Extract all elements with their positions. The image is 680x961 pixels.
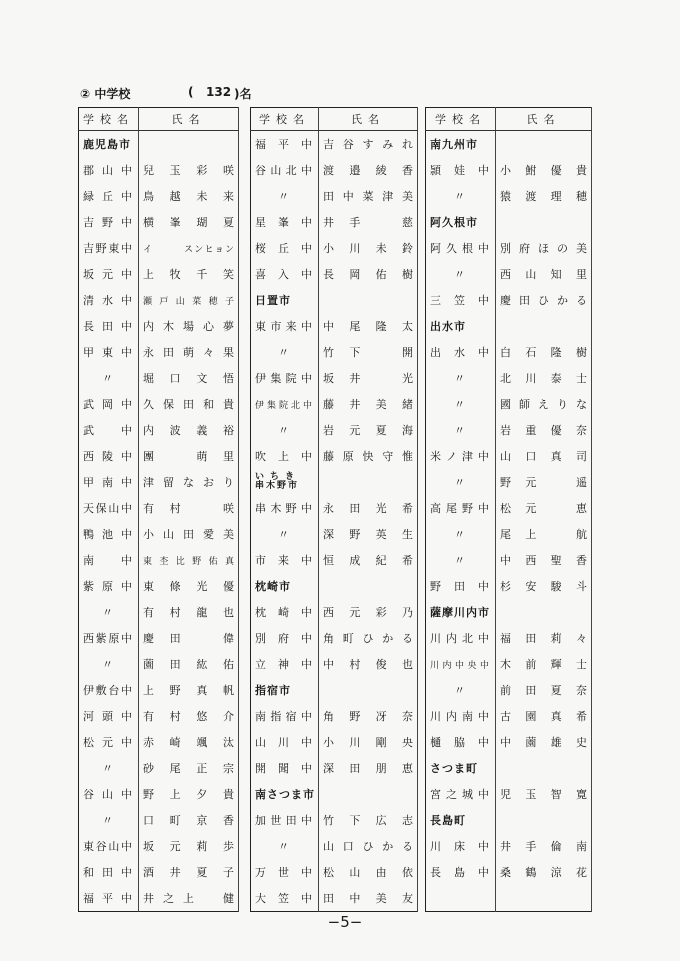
school-cell: 甲南中 <box>79 469 139 495</box>
table-row <box>79 807 239 833</box>
table-row <box>426 391 592 417</box>
name-cell: 藤井美緒 <box>319 391 418 417</box>
empty-cell <box>496 313 592 339</box>
table-row <box>79 599 239 625</box>
school-column-header: 学校名 <box>251 108 319 131</box>
table-row <box>251 183 418 209</box>
name-cell: 吉谷すみれ <box>319 131 418 158</box>
name-cell: 木前輝士 <box>496 651 592 677</box>
table-row <box>79 625 239 651</box>
table-row <box>79 287 239 313</box>
table-row <box>79 365 239 391</box>
table-row <box>251 131 418 158</box>
school-cell: 〃 <box>79 651 139 677</box>
table-row <box>79 313 239 339</box>
name-column-header: 氏名 <box>319 108 418 131</box>
count-open: ( <box>188 85 194 99</box>
name-cell: 東杢比野佑真 <box>139 547 239 573</box>
name-cell: 深田朋恵 <box>319 755 418 781</box>
school-cell: 枕崎中 <box>251 599 319 625</box>
school-cell: 山川中 <box>251 729 319 755</box>
name-cell: 坂元莉歩 <box>139 833 239 859</box>
name-cell: 上野真帆 <box>139 677 239 703</box>
name-cell: 角野冴奈 <box>319 703 418 729</box>
school-cell: 甲東中 <box>79 339 139 365</box>
school-cell: 郡山中 <box>79 157 139 183</box>
school-cell: 吉野東中 <box>79 235 139 261</box>
table-row <box>79 573 239 599</box>
name-cell: 恒成紀希 <box>319 547 418 573</box>
name-cell: 野元 遥 <box>496 469 592 495</box>
name-cell: 上牧千笑 <box>139 261 239 287</box>
table-row <box>251 651 418 677</box>
school-cell: 吹上中 <box>251 443 319 469</box>
school-cell <box>426 885 496 912</box>
school-cell: 吉野中 <box>79 209 139 235</box>
table-row <box>79 443 239 469</box>
school-cell: 東市来中 <box>251 313 319 339</box>
name-cell: 西元彩乃 <box>319 599 418 625</box>
school-cell: 大笠中 <box>251 885 319 912</box>
name-cell: 永田萌々果 <box>139 339 239 365</box>
name-cell: 鳥越未来 <box>139 183 239 209</box>
table-row <box>251 625 418 651</box>
city-row <box>426 209 592 235</box>
name-cell: 田中菜津美 <box>319 183 418 209</box>
table-row <box>426 339 592 365</box>
name-cell: 中尾隆太 <box>319 313 418 339</box>
name-cell: 尾上 航 <box>496 521 592 547</box>
school-cell: 伊敷台中 <box>79 677 139 703</box>
table-row <box>251 339 418 365</box>
school-cell: 出水中 <box>426 339 496 365</box>
name-cell: 酒井夏子 <box>139 859 239 885</box>
city-row <box>251 287 418 313</box>
name-cell: 有村悠介 <box>139 703 239 729</box>
school-cell: 〃 <box>251 183 319 209</box>
name-cell: 山口真司 <box>496 443 592 469</box>
school-cell: 市来中 <box>251 547 319 573</box>
school-cell: 〃 <box>426 417 496 443</box>
name-cell: 角町ひかる <box>319 625 418 651</box>
city-header: さつま町 <box>426 755 496 781</box>
school-cell: 開聞中 <box>251 755 319 781</box>
name-cell: 小鮒優貴 <box>496 157 592 183</box>
empty-cell <box>319 573 418 599</box>
name-cell: 東條光優 <box>139 573 239 599</box>
school-cell: 〃 <box>426 365 496 391</box>
name-cell: 坂井 光 <box>319 365 418 391</box>
name-cell: 有村 咲 <box>139 495 239 521</box>
table-row <box>79 417 239 443</box>
name-cell: 井手 慈 <box>319 209 418 235</box>
name-column-header: 氏名 <box>496 108 592 131</box>
name-cell: 井之上 健 <box>139 885 239 912</box>
name-cell: 前田夏奈 <box>496 677 592 703</box>
name-cell: 赤崎颯汰 <box>139 729 239 755</box>
table-row <box>251 885 418 912</box>
school-cell: 樋脇中 <box>426 729 496 755</box>
name-cell: 藤原快守惟 <box>319 443 418 469</box>
table-row <box>79 677 239 703</box>
school-cell: 坂元中 <box>79 261 139 287</box>
school-cell: 〃 <box>426 521 496 547</box>
name-cell: 内木場心夢 <box>139 313 239 339</box>
school-cell: 別府中 <box>251 625 319 651</box>
name-cell: 松山由依 <box>319 859 418 885</box>
name-cell: 口町京香 <box>139 807 239 833</box>
name-cell: 桑鶴涼花 <box>496 859 592 885</box>
table-row <box>79 781 239 807</box>
school-cell: 三笠中 <box>426 287 496 313</box>
name-cell: 内波義裕 <box>139 417 239 443</box>
city-header <box>251 469 319 495</box>
school-cell: 立神中 <box>251 651 319 677</box>
name-cell: 小山田愛美 <box>139 521 239 547</box>
school-cell: 長田中 <box>79 313 139 339</box>
school-cell: 川床中 <box>426 833 496 859</box>
table-row <box>426 287 592 313</box>
section-label: ② 中学校 <box>80 87 131 101</box>
school-cell: 〃 <box>426 261 496 287</box>
table-row <box>426 859 592 885</box>
table-row <box>426 547 592 573</box>
table-row <box>251 755 418 781</box>
city-row <box>251 469 418 495</box>
name-cell: 砂尾正宗 <box>139 755 239 781</box>
table-row <box>251 443 418 469</box>
city-row <box>426 807 592 833</box>
table-row <box>426 443 592 469</box>
school-cell: 〃 <box>426 183 496 209</box>
empty-cell <box>496 599 592 625</box>
table-row <box>79 703 239 729</box>
school-cell: 武岡中 <box>79 391 139 417</box>
name-cell: 杉安駿斗 <box>496 573 592 599</box>
school-cell: 鴨池中 <box>79 521 139 547</box>
name-cell: 堀口文悟 <box>139 365 239 391</box>
city-header: 出水市 <box>426 313 496 339</box>
name-column-header: 氏名 <box>139 108 239 131</box>
table-row <box>251 417 418 443</box>
table-row <box>79 547 239 573</box>
name-cell: 横峯瑚夏 <box>139 209 239 235</box>
school-cell: 南中 <box>79 547 139 573</box>
table-row <box>251 859 418 885</box>
roster-table-3 <box>425 107 592 912</box>
table-row <box>426 573 592 599</box>
student-count: 132 <box>206 85 232 99</box>
name-cell: 山口ひかる <box>319 833 418 859</box>
table-row <box>79 729 239 755</box>
roster-table-1 <box>78 107 239 912</box>
city-header: 長島町 <box>426 807 496 833</box>
school-cell: 伊集院中 <box>251 365 319 391</box>
table-row <box>251 547 418 573</box>
school-cell: 長島中 <box>426 859 496 885</box>
table-row <box>79 469 239 495</box>
school-cell: 〃 <box>79 365 139 391</box>
name-cell: 津留なおり <box>139 469 239 495</box>
table-row <box>79 261 239 287</box>
city-header: 枕崎市 <box>251 573 319 599</box>
school-cell: 川内北中 <box>426 625 496 651</box>
table-row <box>426 521 592 547</box>
table-row <box>426 651 592 677</box>
empty-cell <box>496 807 592 833</box>
name-cell: 児玉智寛 <box>496 781 592 807</box>
table-row <box>251 599 418 625</box>
name-cell: 竹下広志 <box>319 807 418 833</box>
school-cell: 宮之城中 <box>426 781 496 807</box>
name-cell: 薗田紘佑 <box>139 651 239 677</box>
school-cell: 万世中 <box>251 859 319 885</box>
name-cell: 深野英生 <box>319 521 418 547</box>
name-cell: 有村龍也 <box>139 599 239 625</box>
table-row <box>79 183 239 209</box>
table-row <box>426 677 592 703</box>
name-cell: 慶田ひかる <box>496 287 592 313</box>
school-cell: 阿久根中 <box>426 235 496 261</box>
table-row <box>79 157 239 183</box>
table-row <box>426 469 592 495</box>
table-row <box>426 417 592 443</box>
name-cell: 猿渡理穂 <box>496 183 592 209</box>
city-name: 串木野市 <box>255 481 300 491</box>
table-row <box>426 833 592 859</box>
empty-cell <box>496 131 592 158</box>
name-cell: 岩重優奈 <box>496 417 592 443</box>
name-cell: 北川泰士 <box>496 365 592 391</box>
city-header: 指宿市 <box>251 677 319 703</box>
empty-cell <box>319 469 418 495</box>
table-row <box>79 495 239 521</box>
empty-cell <box>319 677 418 703</box>
city-row <box>426 755 592 781</box>
name-cell: 慶田 偉 <box>139 625 239 651</box>
table-row <box>251 235 418 261</box>
school-cell: 福平中 <box>79 885 139 912</box>
school-cell: 和田中 <box>79 859 139 885</box>
city-row <box>426 599 592 625</box>
school-cell: 〃 <box>251 417 319 443</box>
city-ruby: いちき <box>255 472 301 482</box>
name-cell: 中村俊也 <box>319 651 418 677</box>
table-row <box>251 729 418 755</box>
name-cell: 白石隆樹 <box>496 339 592 365</box>
city-header: 阿久根市 <box>426 209 496 235</box>
table-row <box>426 729 592 755</box>
table-row <box>251 313 418 339</box>
school-cell: 西陵中 <box>79 443 139 469</box>
school-cell: 松元中 <box>79 729 139 755</box>
table-row <box>251 365 418 391</box>
table-row <box>251 261 418 287</box>
table-row <box>251 209 418 235</box>
name-cell: 竹下 開 <box>319 339 418 365</box>
name-cell: 中西聖香 <box>496 547 592 573</box>
school-cell: 川内中央中 <box>426 651 496 677</box>
school-cell: 南指宿中 <box>251 703 319 729</box>
table-row <box>251 807 418 833</box>
school-cell: 串木野中 <box>251 495 319 521</box>
empty-cell <box>496 209 592 235</box>
table-row <box>79 209 239 235</box>
table-row <box>79 833 239 859</box>
table-row <box>426 157 592 183</box>
table-row <box>251 157 418 183</box>
school-cell: 伊集院北中 <box>251 391 319 417</box>
empty-cell <box>319 781 418 807</box>
table-row <box>79 235 239 261</box>
school-cell: 〃 <box>251 339 319 365</box>
city-header: 日置市 <box>251 287 319 313</box>
table-row <box>251 495 418 521</box>
school-cell: 〃 <box>426 677 496 703</box>
city-row <box>251 677 418 703</box>
school-column-header: 学校名 <box>79 108 139 131</box>
school-cell: 星峯中 <box>251 209 319 235</box>
table-row <box>79 339 239 365</box>
table-row <box>251 703 418 729</box>
name-cell: 小川未鈴 <box>319 235 418 261</box>
table-row <box>79 391 239 417</box>
school-cell: 谷山中 <box>79 781 139 807</box>
name-cell: 國師えりな <box>496 391 592 417</box>
city-row <box>426 131 592 158</box>
school-cell: 河頭中 <box>79 703 139 729</box>
table-row <box>79 885 239 912</box>
table-row <box>79 859 239 885</box>
table-row <box>426 183 592 209</box>
school-cell: 野田中 <box>426 573 496 599</box>
table-row <box>426 495 592 521</box>
school-cell: 米ノ津中 <box>426 443 496 469</box>
school-cell: 紫原中 <box>79 573 139 599</box>
name-cell: 古園真希 <box>496 703 592 729</box>
school-cell: 〃 <box>79 807 139 833</box>
table-row <box>426 625 592 651</box>
name-cell: 永田光希 <box>319 495 418 521</box>
name-cell: 別府ほの美 <box>496 235 592 261</box>
count-close: )名 <box>234 87 252 101</box>
school-column-header: 学校名 <box>426 108 496 131</box>
school-cell: 〃 <box>79 755 139 781</box>
page-number: −5− <box>327 913 363 931</box>
school-cell: 福平中 <box>251 131 319 158</box>
school-cell: 清水中 <box>79 287 139 313</box>
school-cell: 喜入中 <box>251 261 319 287</box>
name-cell: 福田莉々 <box>496 625 592 651</box>
city-row <box>251 781 418 807</box>
name-cell: 野上夕貴 <box>139 781 239 807</box>
name-cell: 團 萌里 <box>139 443 239 469</box>
school-cell: 〃 <box>251 833 319 859</box>
table-row <box>79 651 239 677</box>
table-row <box>251 521 418 547</box>
school-cell: 武中 <box>79 417 139 443</box>
school-cell: 桜丘中 <box>251 235 319 261</box>
table-row <box>426 365 592 391</box>
school-cell: 〃 <box>426 391 496 417</box>
school-cell: 〃 <box>426 547 496 573</box>
name-cell: イ スンヒョン <box>139 235 239 261</box>
name-cell: 兒玉彩咲 <box>139 157 239 183</box>
name-cell: 田中美友 <box>319 885 418 912</box>
school-cell: 〃 <box>79 599 139 625</box>
city-row <box>79 131 239 158</box>
school-cell: 頴娃中 <box>426 157 496 183</box>
name-cell: 渡邉綾香 <box>319 157 418 183</box>
name-cell: 長岡佑樹 <box>319 261 418 287</box>
school-cell: 〃 <box>426 469 496 495</box>
table-row <box>426 261 592 287</box>
table-row <box>79 521 239 547</box>
table-row <box>79 755 239 781</box>
name-cell: 西山知里 <box>496 261 592 287</box>
city-header: 南九州市 <box>426 131 496 158</box>
city-header: 南さつま市 <box>251 781 319 807</box>
name-cell: 岩元夏海 <box>319 417 418 443</box>
empty-cell <box>496 755 592 781</box>
roster-table-2 <box>250 107 418 912</box>
table-row <box>426 885 592 912</box>
school-cell: 東谷山中 <box>79 833 139 859</box>
name-cell <box>496 885 592 912</box>
school-cell: 西紫原中 <box>79 625 139 651</box>
name-cell: 中薗雄史 <box>496 729 592 755</box>
city-row <box>426 313 592 339</box>
school-cell: 〃 <box>251 521 319 547</box>
city-header: 薩摩川内市 <box>426 599 496 625</box>
school-cell: 緑丘中 <box>79 183 139 209</box>
name-cell: 瀬戸山菜穂子 <box>139 287 239 313</box>
name-cell: 小川剛央 <box>319 729 418 755</box>
school-cell: 加世田中 <box>251 807 319 833</box>
table-row <box>251 833 418 859</box>
school-cell: 谷山北中 <box>251 157 319 183</box>
table-row <box>426 781 592 807</box>
school-cell: 高尾野中 <box>426 495 496 521</box>
city-row <box>251 573 418 599</box>
table-row <box>426 703 592 729</box>
city-header: 鹿児島市 <box>79 131 139 158</box>
name-cell: 井手倫南 <box>496 833 592 859</box>
name-cell: 松元 恵 <box>496 495 592 521</box>
school-cell: 天保山中 <box>79 495 139 521</box>
section-heading <box>80 85 440 105</box>
table-row <box>426 235 592 261</box>
empty-cell <box>319 287 418 313</box>
school-cell: 川内南中 <box>426 703 496 729</box>
name-cell: 久保田和貴 <box>139 391 239 417</box>
table-row <box>251 391 418 417</box>
empty-cell <box>139 131 239 158</box>
